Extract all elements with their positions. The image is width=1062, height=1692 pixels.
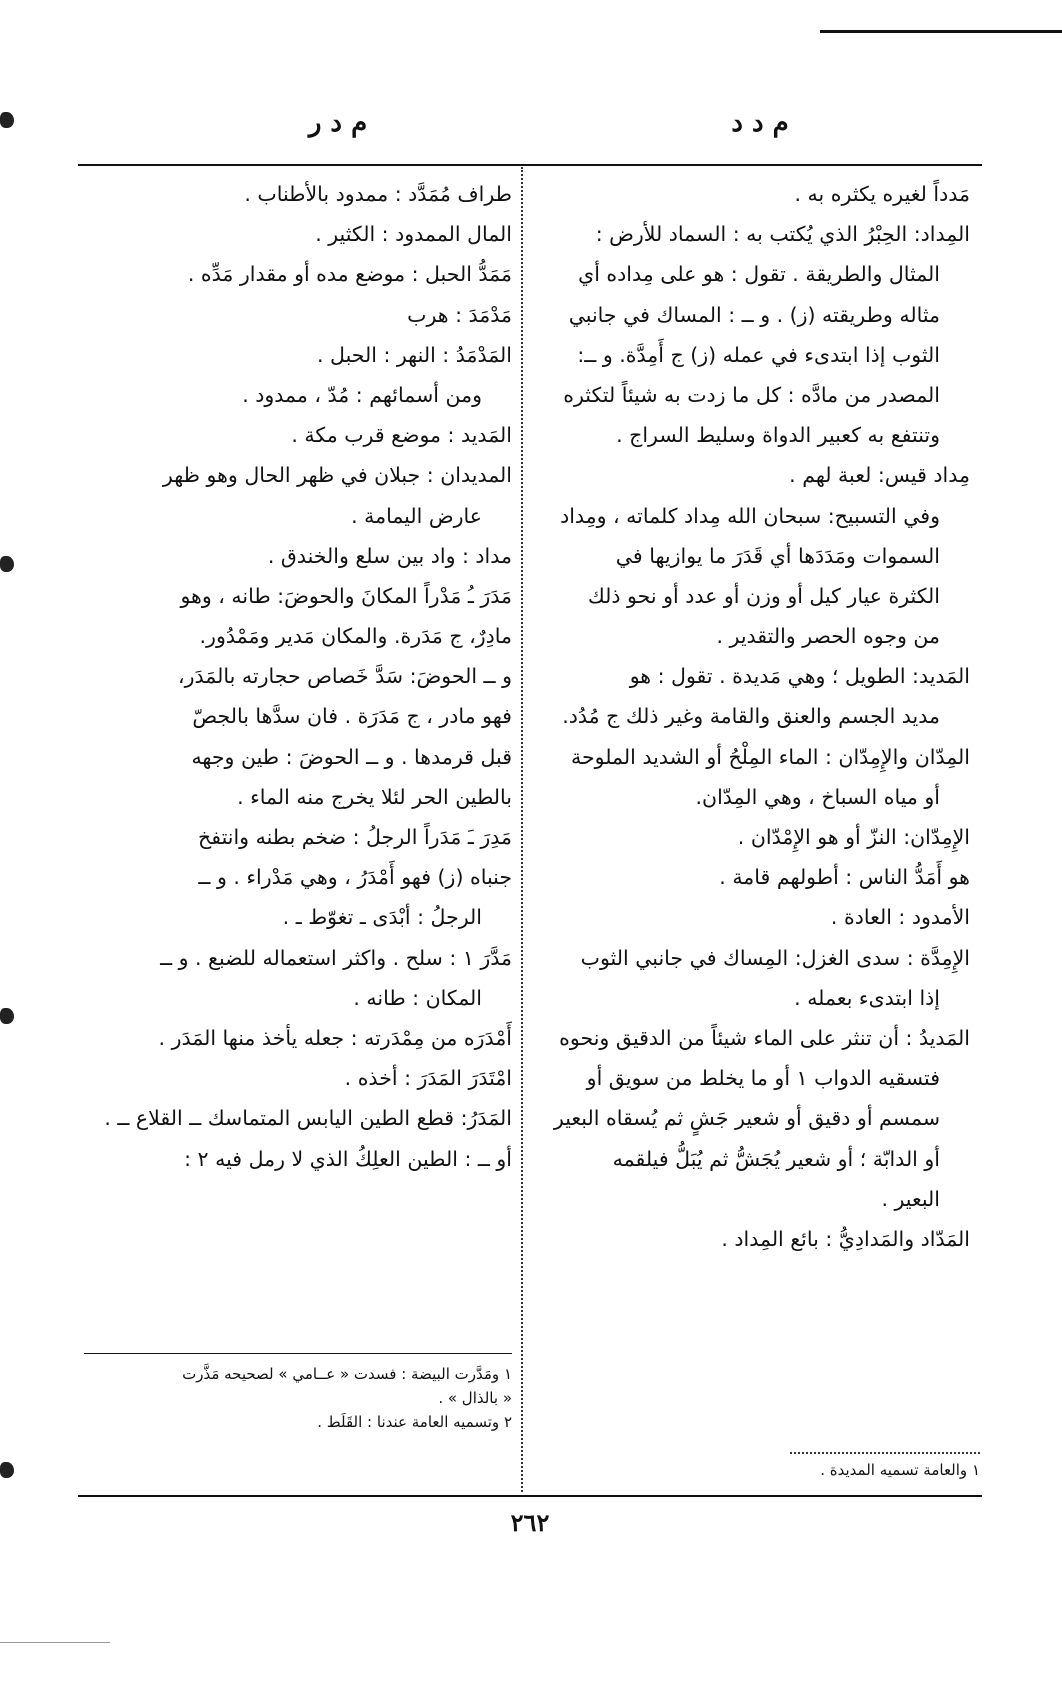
entry-line: الكثرة عيار كيل أو وزن أو عدد أو نحو ذلك xyxy=(587,583,940,608)
entry-line: مَمَدُّ الحبل : موضع مده أو مقدار مَدِّه . xyxy=(187,262,512,287)
entry-line: المِدّان والإِمِدّان : الماء المِلْحُ أو الشديد الملوحة xyxy=(571,744,970,769)
binding-mark xyxy=(0,556,14,572)
entry-line: امْتَدَرَ المَدَرَ : أخذه . xyxy=(344,1066,512,1091)
entry-line: أو الدابّة ؛ أو شعير يُجَشُّ ثم يُبَلُّ فيلقمه xyxy=(612,1146,940,1171)
footnote-line: ١ والعامة تسميه المديدة . xyxy=(820,1461,980,1479)
entry-line: مداد : واد بين سلع والخندق . xyxy=(267,543,512,568)
entry-line: بالطين الحر لئلا يخرج منه الماء . xyxy=(237,784,512,809)
binding-mark xyxy=(0,1462,14,1478)
entry-line: هو أَمَدُّ الناس : أطولهم قامة . xyxy=(719,865,970,890)
right-footnotes xyxy=(620,1458,980,1482)
entry-line: الإِمِدَّة : سدى الغزل: المِساك في جانبي الثوب xyxy=(580,945,970,970)
entry-line: الأمدود : العادة . xyxy=(830,905,970,930)
bottom-edge-rule xyxy=(0,1642,110,1643)
entry-line: مثاله وطريقته (ز) . و ــ : المساك في جانبي xyxy=(568,302,940,327)
footnote-separator-left xyxy=(84,1353,512,1354)
entry-line: مَدَرَ ـُ مَدْراً المكانَ والحوضَ: طانه ، وهو xyxy=(180,583,512,608)
entry-line: مِداد قيس: لعبة لهم . xyxy=(789,463,970,488)
entry-line: المصدر من مادَّه : كل ما زدت به شيئاً لتكثره xyxy=(563,382,940,407)
entry-line: الثوب إذا ابتدىء في عمله (ز) ج أَمِدَّة. و ــ: xyxy=(577,342,940,367)
entry-line: مَدِرَ ـَ مَدَراً الرجلُ : ضخم بطنه وانتفخ xyxy=(197,825,512,849)
left-column xyxy=(80,174,512,1179)
entry-line: المَديد: الطويل ؛ وهي مَديدة . تقول : هو xyxy=(629,664,970,689)
entry-line: و ــ الحوضَ: سَدَّ خَصاص حجارته بالمَدَر، xyxy=(178,664,512,689)
footnote-separator-right xyxy=(790,1452,980,1454)
entry-line: مادِرٌ، ج مَدَرة. والمكان مَدير ومَمْدُور. xyxy=(199,624,512,649)
entry-line: عارض اليمامة . xyxy=(351,503,482,528)
top-edge-rule xyxy=(820,30,1062,33)
entry-line: المَديدُ : أن تنثر على الماء شيئاً من الدقيق ونحوه xyxy=(559,1025,970,1050)
entry-line: مديد الجسم والعنق والقامة وغير ذلك ج مُدُد. xyxy=(562,704,940,729)
entry-line: جنباه (ز) فهو أَمْدَرُ ، وهي مَدْراء . و ــ xyxy=(198,865,512,890)
entry-line: المثال والطريقة . تقول : هو على مِداده أي xyxy=(578,262,940,287)
header-rule xyxy=(78,164,982,166)
entry-line: المَديد : موضع قرب مكة . xyxy=(291,423,512,448)
entry-line: أو ــ : الطين العلِكُ الذي لا رمل فيه ٢ : xyxy=(184,1146,512,1171)
entry-line: إذا ابتدىء بعمله . xyxy=(794,985,940,1010)
entry-line: البعير . xyxy=(881,1186,940,1211)
entry-line: المَدَرُ: قطع الطين اليابس المتماسك ــ القلاع ــ . xyxy=(104,1106,512,1131)
footnote-line: ١ ومَدَّرت البيضة : فسدت « عــامي » لصحيحه مَذَّرت xyxy=(182,1365,512,1383)
entry-line: المكان : طانه . xyxy=(353,985,482,1010)
footer-rule xyxy=(78,1495,982,1497)
entry-line: طراف مُمَدَّد : ممدود بالأطناب . xyxy=(244,182,512,206)
entry-line: مَدداً لغيره يكثره به . xyxy=(794,182,970,206)
entry-line: المَدْمَدُ : النهر : الحبل . xyxy=(317,342,512,367)
entry-line: المال الممدود : الكثير . xyxy=(315,222,512,247)
entry-line: قبل قرمدها . و ــ الحوضَ : طين وجهه xyxy=(191,744,512,769)
column-divider xyxy=(521,167,523,1492)
entry-line: سمسم أو دقيق أو شعير جَشٍ ثم يُسقاه البعير xyxy=(553,1106,940,1131)
entry-line: المِداد: الحِبْرُ الذي يُكتب به : السماد للأرض : xyxy=(595,222,970,247)
entry-line: من وجوه الحصر والتقدير . xyxy=(716,624,940,649)
right-column xyxy=(530,174,970,1259)
page-number: ٢٦٢ xyxy=(510,1508,550,1537)
entry-line: فتسقيه الدواب ١ أو ما يخلط من سويق أو xyxy=(586,1066,940,1091)
binding-mark xyxy=(0,112,14,128)
binding-mark xyxy=(0,1008,14,1024)
entry-line: فهو مادر ، ج مَدَرَة . فان سدَّها بالجصّ xyxy=(192,704,512,729)
entry-line: وفي التسبيح: سبحان الله مِداد كلماته ، ومِداد xyxy=(560,503,940,528)
entry-line: المَدّاد والمَدادِيُّ : بائع المِداد . xyxy=(721,1226,970,1251)
entry-line: ومن أسمائهم : مُدّ ، ممدود . xyxy=(242,382,482,407)
entry-line: المديدان : جبلان في ظهر الحال وهو ظهر xyxy=(162,463,512,488)
right-column-header: م د د xyxy=(731,108,789,138)
entry-line: الرجلُ : أبْدَى ـ تغوّط ـ . xyxy=(282,905,482,930)
entry-line: السموات ومَدَدَها أي قَدَرَ ما يوازيها في xyxy=(615,543,940,568)
left-footnotes xyxy=(80,1362,512,1434)
entry-line: أَمْدَرَه من مِمْدَرته : جعله يأخذ منها المَدَر . xyxy=(158,1025,512,1050)
footnote-line: « بالذال » . xyxy=(438,1389,512,1407)
entry-line: وتنتفع به كعبير الدواة وسليط السراج . xyxy=(616,423,940,448)
entry-line: الإِمِدّان: النزّ أو هو الإِمْدّان . xyxy=(737,825,970,849)
entry-line: أو مياه السباخ ، وهي المِدّان. xyxy=(695,784,940,809)
entry-line: مَدَّرَ ١ : سلح . واكثر استعماله للضبع . و ــ xyxy=(160,945,512,970)
left-column-header: م د ر xyxy=(308,108,368,138)
entry-line: مَدْمَدَ : هرب xyxy=(407,302,512,327)
footnote-line: ٢ وتسميه العامة عندنا : القَلَط . xyxy=(317,1413,512,1431)
